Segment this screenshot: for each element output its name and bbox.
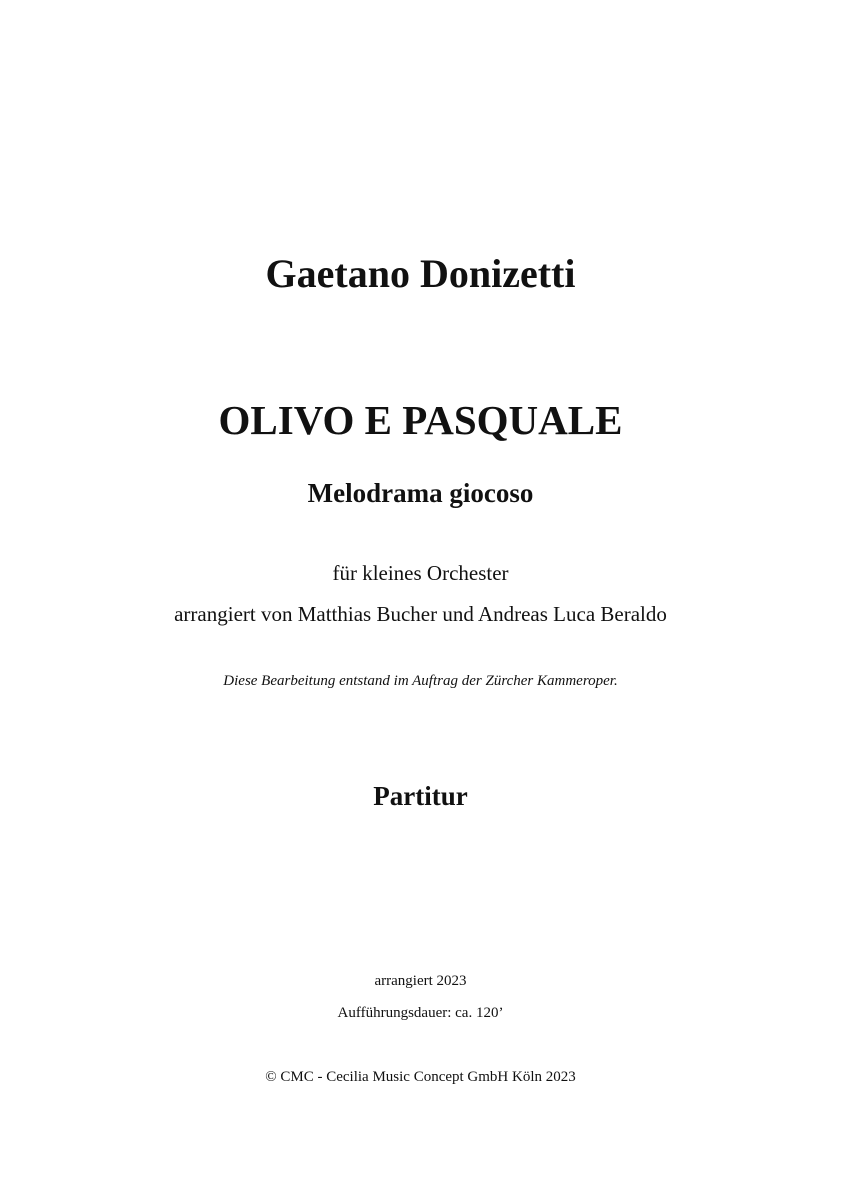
arranged-year: arrangiert 2023: [374, 973, 467, 989]
copyright-notice: © CMC - Cecilia Music Concept GmbH Köln 2023: [265, 1069, 576, 1085]
performance-duration: Aufführungsdauer: ca. 120’: [337, 1005, 504, 1021]
work-subtitle: Melodrama giocoso: [307, 478, 534, 508]
composer-name: Gaetano Donizetti: [265, 251, 576, 296]
scoring-note: für kleines Orchester: [332, 561, 509, 585]
work-title: OLIVO E PASQUALE: [218, 397, 623, 443]
arrangers-credit: arrangiert von Matthias Bucher und Andreas Luca Beraldo: [174, 602, 667, 626]
edition-type: Partitur: [373, 781, 468, 811]
commission-note: Diese Bearbeitung entstand im Auftrag der Zürcher Kammeroper.: [223, 673, 618, 689]
